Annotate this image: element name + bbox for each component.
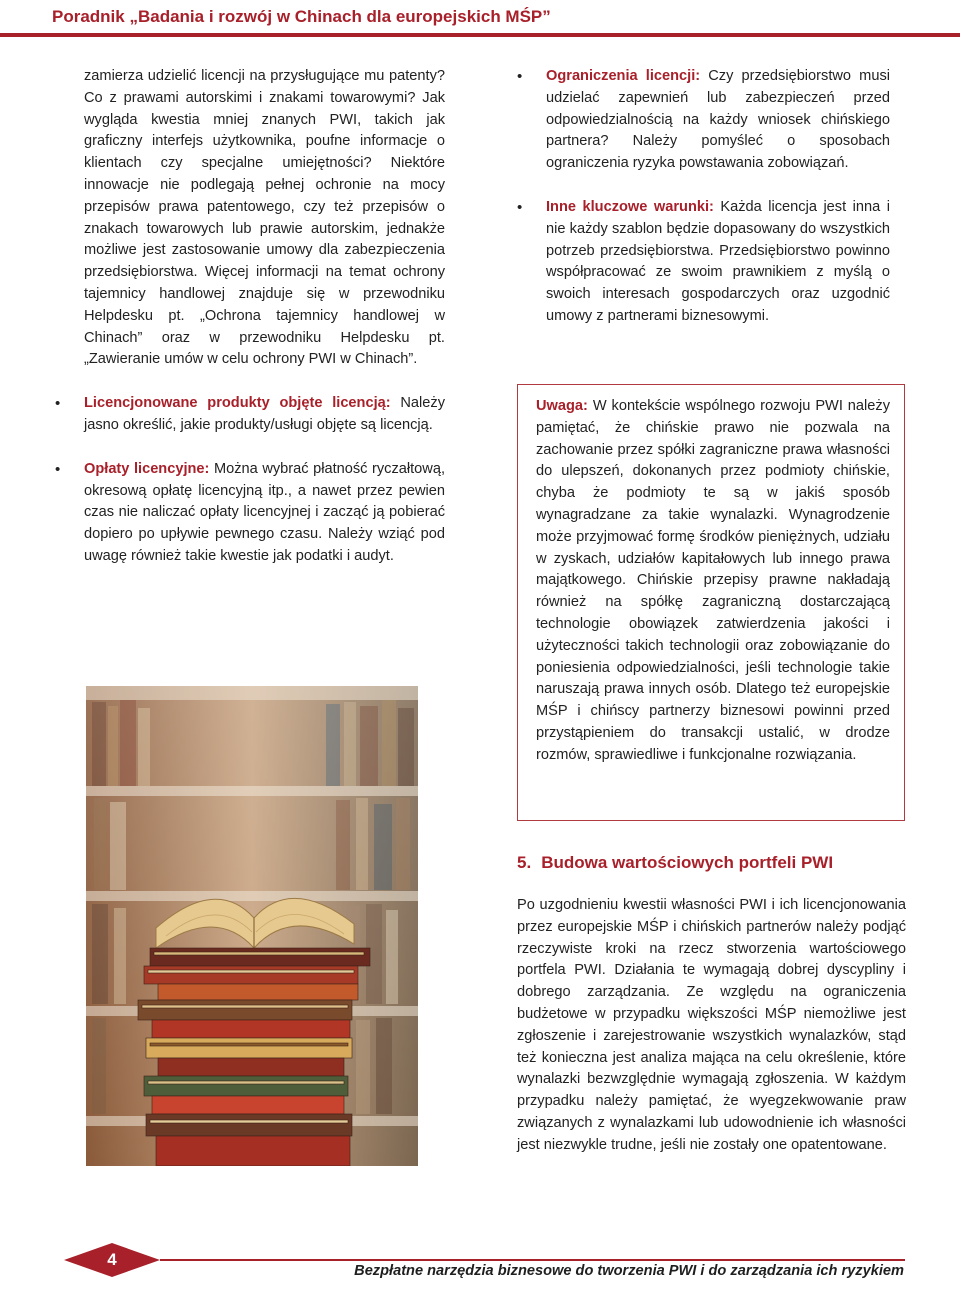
header-divider	[0, 33, 960, 37]
bullet-icon: •	[55, 460, 61, 478]
bullet-license-limits	[517, 66, 890, 175]
books-stack-photo	[86, 686, 418, 1166]
bullet-label: Opłaty licencyjne:	[84, 460, 210, 477]
bullet-icon: •	[517, 198, 523, 216]
bullet-text: Czy przedsiębiorstwo musi udzielać zapewnień lub zabezpieczeń przed odpowiedzialnością na każdy wniosek chińskiego partnera? Należy pomyśleć o sposobach ograniczenia ryzyka powstawania zobowiązań.	[546, 68, 890, 172]
bullet-label: Inne kluczowe warunki:	[546, 198, 714, 215]
bullet-other-terms	[517, 197, 890, 328]
note-label: Uwaga:	[536, 398, 588, 414]
bullet-text: Każda licencja jest inna i nie każdy szablon będzie dopasowany do wszystkich potrzeb przedsiębiorstwa. Przedsiębiorstwo powinno współpracować ze swoim prawnikiem z myślą o swoich interesach gospodarczych oraz uzgodnić umowy z partnerami biznesowymi.	[546, 198, 890, 324]
books-stack-illustration	[86, 686, 418, 1166]
left-column	[55, 66, 445, 568]
section-heading	[517, 853, 833, 873]
bullet-license-fees	[55, 459, 445, 568]
bullet-label: Ograniczenia licencji:	[546, 68, 701, 84]
section-body: Po uzgodnieniu kwestii własności PWI i ich licencjonowania przez europejskie MŚP i chińskich partnerów należy podjąć rzeczywiste kroki na rzecz stworzenia wartościowego portfela PWI. Działania te wymagają dobrej dyscypliny i dobrego zarządzania. Ze względu na ograniczenia budżetowe w przypadku większości MŚP niemożliwe jest zgłoszenie i zarejestrowanie wszystkich wynalazków, stąd też konieczna jest analiza mająca na celu określenie, które wynalazki bezwzględnie wymagają zgłoszenia. W każdym przypadku należy pamiętać, że wyegzekwowanie praw związanych z wynalazkami lub udowodnienie ich własności jest niezwykle trudne, jeśli nie zostały one opatentowane.	[517, 897, 906, 1153]
footer-divider	[160, 1259, 905, 1261]
note-body: W kontekście wspólnego rozwoju PWI należy pamiętać, że chińskie prawo nie pozwala na zachowanie przez spółki zagraniczne prawa własności do ulepszeń, dokonanych przez podmioty chińskie, chyba że podmioty te są w jakiś sposób wynagradzane za takie wynalazki. Wynagrodzenie może przyjmować formę środków pieniężnych, udziału w zyskach, udziałów kapitałowych lub innego prawa majątkowego. Chińskie przepisy prawne nakładają również na spółkę zagraniczną dostarczającą technologie obowiązek zatwierdzenia jakości i użyteczności takich technologii oraz zobowiązanie do poniesienia odpowiedzialności, jeśli technologie takie naruszają prawa innych osób. Dlatego też europejskie MŚP i chińscy partnerzy biznesowi powinni przed przystąpieniem do transakcji ustalić, w drodze rozmów, sprawiedliwe i funkcjonalne rozwiązania.	[536, 398, 890, 763]
bullet-licensed-products	[55, 393, 445, 437]
section-title: Budowa wartościowych portfeli PWI	[541, 853, 834, 872]
right-column	[517, 66, 890, 328]
bullet-icon: •	[517, 68, 523, 85]
note-text-block	[536, 396, 890, 767]
bullet-text: Należy jasno określić, jakie produkty/usługi objęte są licencją.	[84, 395, 445, 433]
bullet-icon: •	[55, 395, 61, 413]
intro-paragraph: zamierza udzielić licencji na przysługujące mu patenty? Co z prawami autorskimi i znakami towarowymi? Jak wygląda kwestia mniej znanych PWI, takich jak graficzny interfejs użytkownika, poufne informacje o klientach czy specjalne umiejętności? Niektóre innowacje nie podlegają pełnej ochronie na mocy przepisów prawa patentowego, czy też przepisów o znakach towarowych lub prawie autorskim, jednakże możliwe jest zastosowanie umowy dla zabezpieczenia przedsiębiorstwa. Więcej informacji na temat ochrony tajemnicy handlowej znajduje się w przewodniku Helpdesku pt. „Ochrona tajemnicy handlowej w Chinach” oraz w przewodniku Helpdesku pt. „Zawieranie umów w celu ochrony PWI w Chinach”.	[84, 68, 445, 368]
bullet-text: Można wybrać płatność ryczałtową, okresową opłatę licencyjną itp., a nawet przez pewien czas nie naliczać opłaty licencyjnej i zacząć ją pobierać dopiero po upływie pewnego czasu. Należy wziąć pod uwagę również takie kwestie jak podatki i audyt.	[84, 460, 445, 564]
note-box	[517, 384, 905, 821]
page-header-title: Poradnik „Badania i rozwój w Chinach dla europejskich MŚP”	[52, 7, 551, 26]
bullet-label: Licencjonowane produkty objęte licencją:	[84, 395, 391, 412]
section-number: 5.	[517, 853, 532, 872]
page-number: 4	[107, 1250, 117, 1269]
footer-tagline: Bezpłatne narzędzia biznesowe do tworzenia PWI i do zarządzania ich ryzykiem	[354, 1263, 904, 1279]
